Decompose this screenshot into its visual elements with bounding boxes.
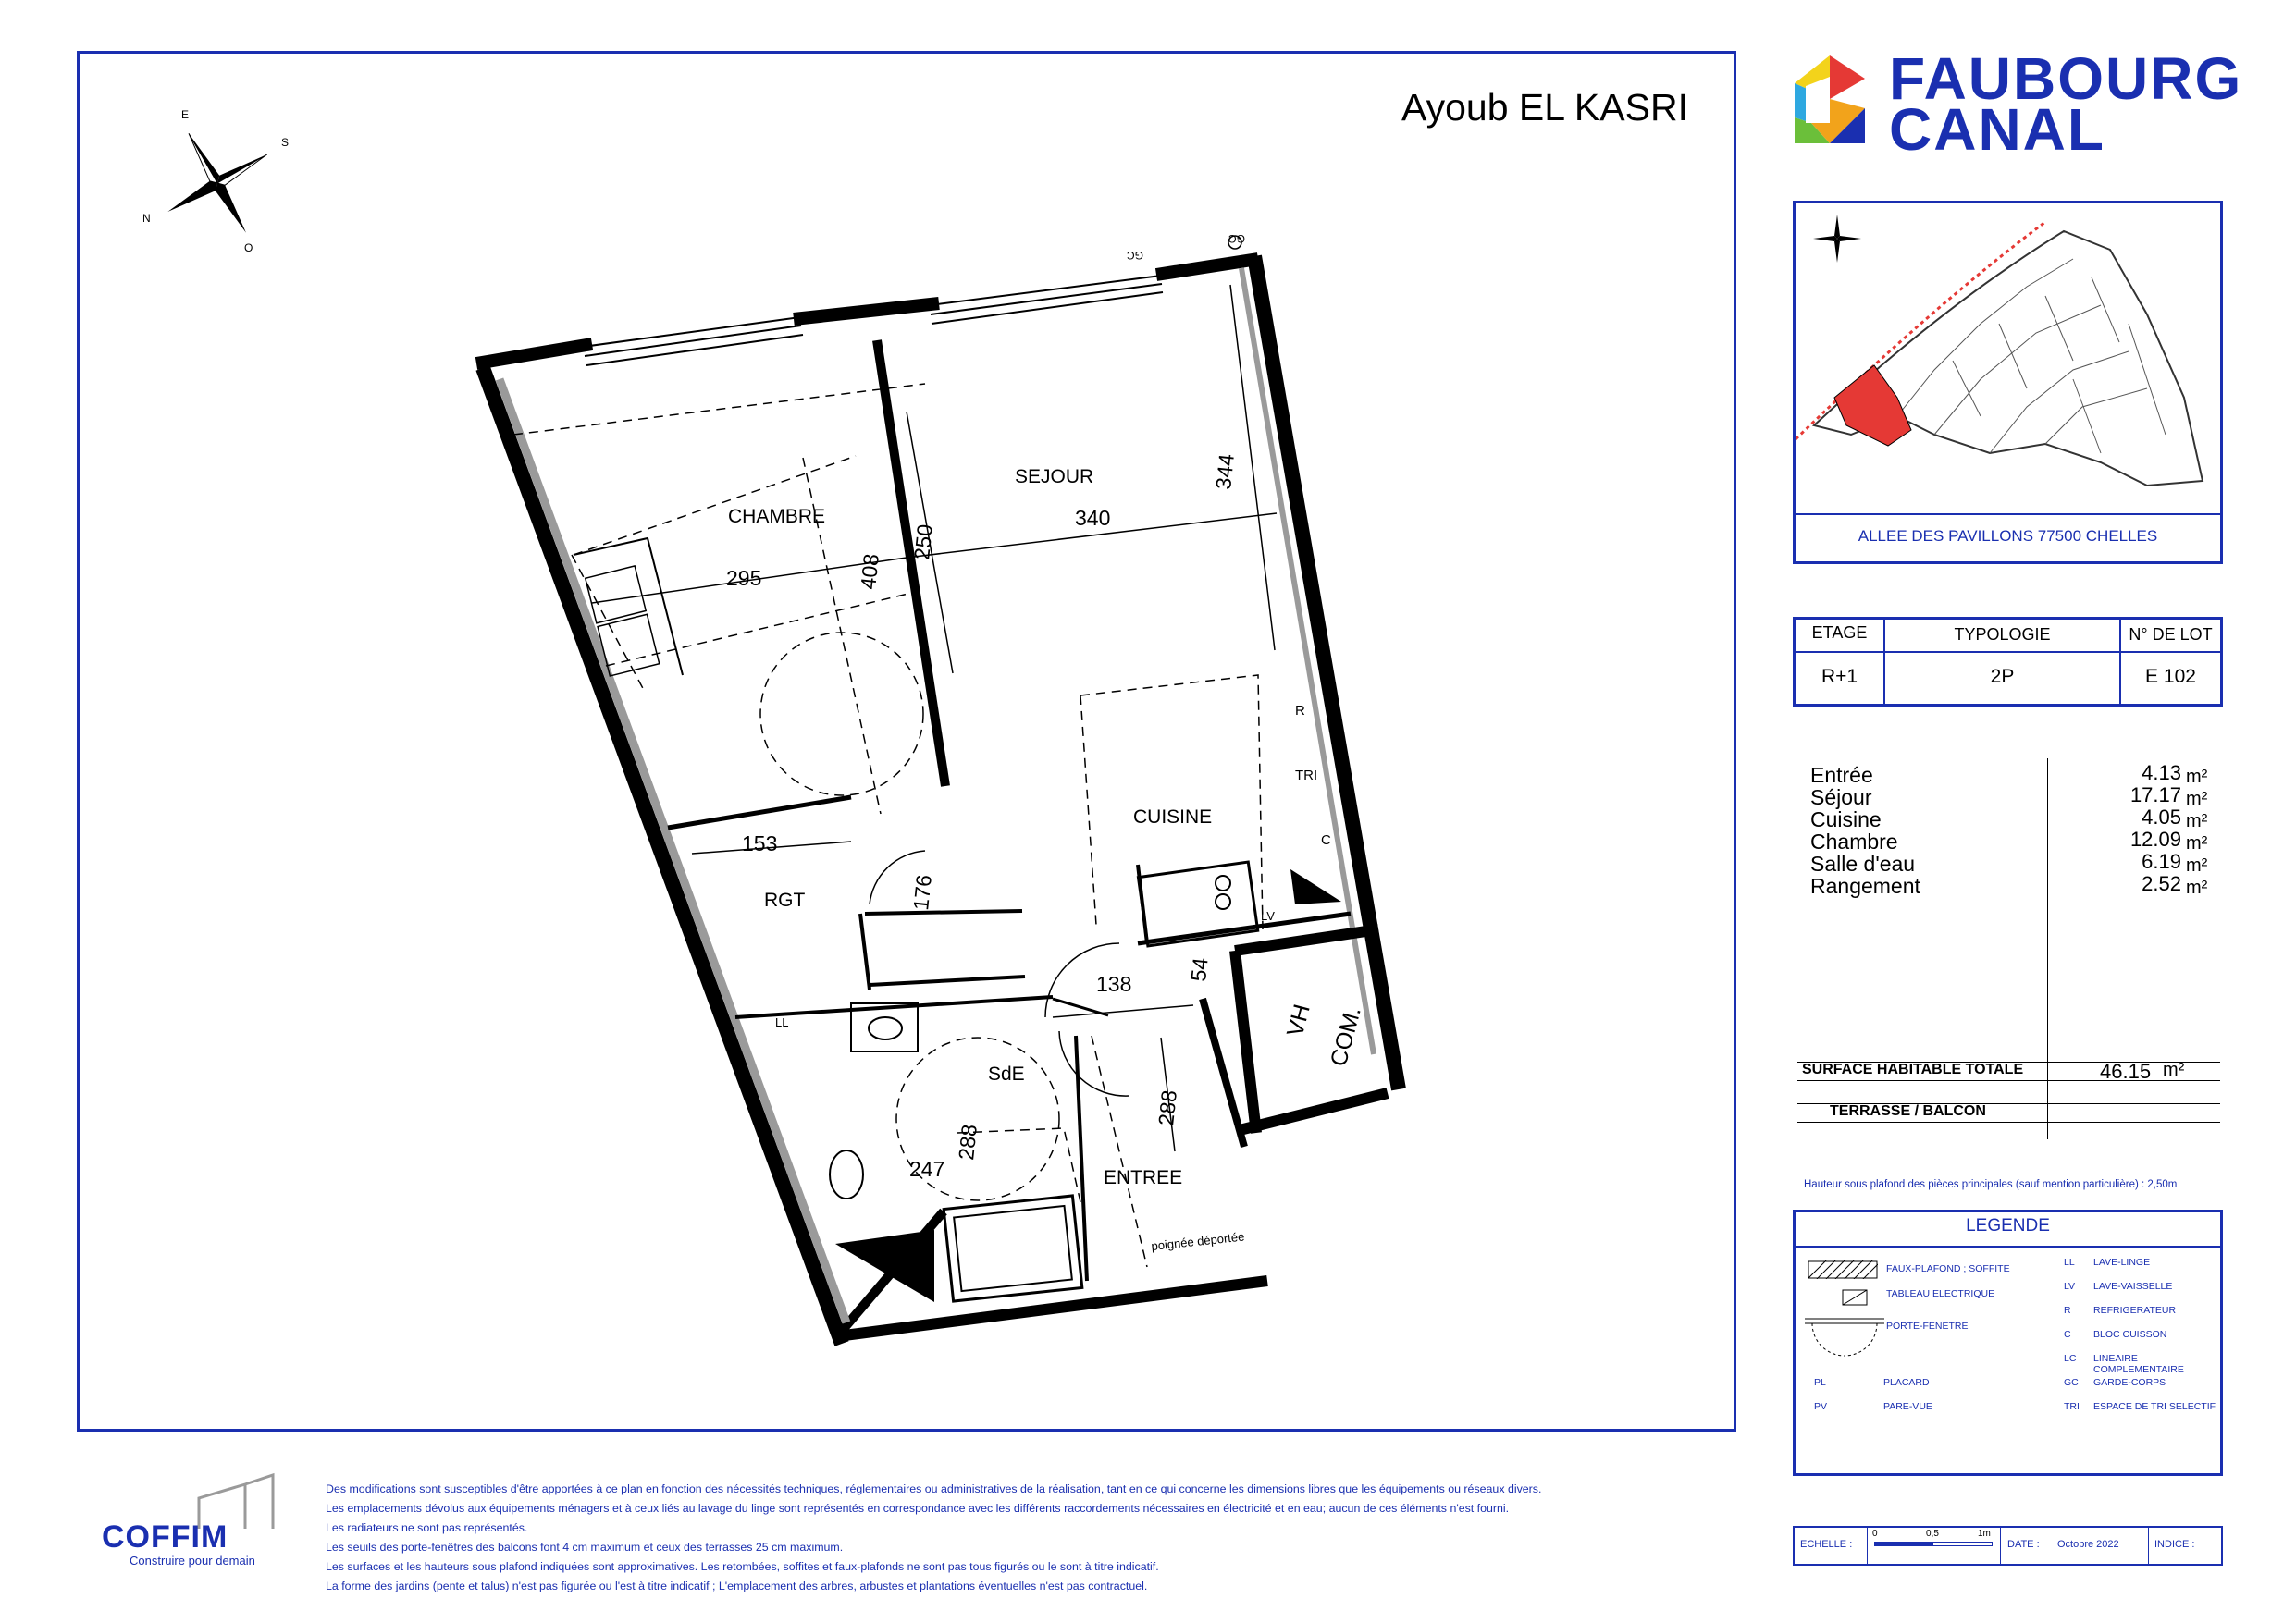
surface-room-3: Chambre <box>1810 830 1898 854</box>
disclaimer-line-5: La forme des jardins (pente et talus) n'est pas figurée ou l'est à titre indicatif ; L'emplacement des arbres, arbustes et plantations éventuelles n'est pas contractuel. <box>326 1580 1148 1592</box>
surface-unit-0: m² <box>2186 767 2208 787</box>
annot-ll: LL <box>775 1015 789 1029</box>
header-etage: ETAGE <box>1811 623 1868 642</box>
room-chambre: CHAMBRE <box>728 506 826 527</box>
wall-top-mid <box>794 303 939 319</box>
legend-right-code-6: TRI <box>2064 1401 2080 1412</box>
wall-bottom <box>837 1281 1267 1336</box>
surface-unit-2: m² <box>2186 811 2208 831</box>
disclaimer-line-3: Les seuils des porte-fenêtres des balcons font 4 cm maximum et ceux des terrasses 25 cm maximum. <box>326 1541 844 1554</box>
wall-right <box>1254 256 1399 1089</box>
dim-288-sde: 288 <box>954 1123 981 1162</box>
vh-line2: COM. <box>1325 1003 1366 1070</box>
surface-value-1: 17.17 <box>2129 783 2181 806</box>
room-sejour: SEJOUR <box>1015 466 1094 487</box>
disclaimer-line-1: Les emplacements dévolus aux équipements ménagers et à ceux liés au lavage du linge sont représentés en correspondance avec les différents raccordements nécessaires en électricité et en eau; aucun de ces éléments n'est fourni. <box>326 1502 1510 1515</box>
dim-176: 176 <box>908 873 936 912</box>
compass-e: E <box>181 108 190 121</box>
legend-left-3: PLACARD <box>1883 1377 1930 1388</box>
indice-label: INDICE : <box>2154 1539 2195 1550</box>
room-cuisine: CUISINE <box>1133 806 1213 828</box>
faubourg-canal-logo-icon <box>1793 51 1867 148</box>
coffim-tagline: Construire pour demain <box>130 1554 255 1568</box>
scale-tick-2: 1m <box>1978 1529 1991 1539</box>
surfaces-divider <box>2047 758 2048 1139</box>
ceiling-note: Hauteur sous plafond des pièces principales (sauf mention particulière) : 2,50m <box>1804 1179 2178 1190</box>
location-map <box>1796 203 2220 518</box>
surface-value-3: 12.09 <box>2129 828 2181 851</box>
surface-room-1: Séjour <box>1810 785 1872 809</box>
annot-tri: TRI <box>1295 768 1318 783</box>
legend-box <box>1793 1210 2223 1476</box>
surface-room-5: Rangement <box>1810 874 1920 898</box>
legend-right-0: LAVE-LINGE <box>2093 1257 2151 1268</box>
footer-scale-box <box>1793 1526 2223 1566</box>
dim-138: 138 <box>1096 972 1132 996</box>
date-label: DATE : <box>2007 1539 2040 1550</box>
location-map-box <box>1793 201 2223 564</box>
value-lot: E 102 <box>2145 666 2196 687</box>
dim-344: 344 <box>1211 452 1239 491</box>
dim-288-entree: 288 <box>1154 1088 1181 1127</box>
legend-left-code-3: PL <box>1814 1377 1826 1388</box>
legend-right-5: GARDE-CORPS <box>2093 1377 2166 1388</box>
tableau-electrique-icon <box>1842 1286 1870 1307</box>
surface-room-2: Cuisine <box>1810 807 1882 831</box>
room-sde: SdE <box>988 1064 1025 1085</box>
legend-left-0: FAUX-PLAFOND ; SOFFITE <box>1886 1263 2010 1274</box>
dim-153: 153 <box>742 831 778 855</box>
vh-line1: VH <box>1281 1002 1315 1039</box>
surface-room-4: Salle d'eau <box>1810 852 1916 876</box>
dim-340: 340 <box>1075 506 1111 530</box>
legend-right-4: LINEAIRE COMPLEMENTAIRE <box>2093 1353 2184 1375</box>
dim-54: 54 <box>1186 956 1213 983</box>
surface-unit-5: m² <box>2186 878 2208 898</box>
annot-c: C <box>1321 832 1331 848</box>
disclaimer-line-4: Les surfaces et les hauteurs sous plafond indiquées sont approximatives. Les retombées, soffites et faux-plafonds ne sont pas tous figurés ou le sont à titre indicatif. <box>326 1560 1159 1573</box>
address: ALLEE DES PAVILLONS 77500 CHELLES <box>1858 527 2158 545</box>
legend-right-code-2: R <box>2064 1305 2071 1316</box>
lot-table <box>1793 617 2223 707</box>
annot-gc-2: GC <box>1228 232 1245 245</box>
legend-left-2: PORTE-FENETRE <box>1886 1321 1969 1332</box>
header-typologie: TYPOLOGIE <box>1954 625 2051 644</box>
brand-line1: FAUBOURG <box>1889 45 2243 112</box>
annot-lv: LV <box>1261 909 1275 923</box>
room-rgt: RGT <box>764 890 806 911</box>
scale-tick-0: 0 <box>1872 1529 1878 1539</box>
surface-unit-4: m² <box>2186 855 2208 876</box>
dim-247: 247 <box>909 1157 945 1181</box>
legend-right-code-4: LC <box>2064 1353 2077 1364</box>
legend-right-code-5: GC <box>2064 1377 2079 1388</box>
surface-value-0: 4.13 <box>2142 761 2181 784</box>
header-lot: N° DE LOT <box>2129 625 2213 644</box>
legend-right-3: BLOC CUISSON <box>2093 1329 2167 1340</box>
date-value: Octobre 2022 <box>2057 1539 2119 1550</box>
disclaimer <box>326 1480 1769 1596</box>
dim-408: 408 <box>856 552 883 591</box>
surface-value-4: 6.19 <box>2142 850 2181 873</box>
legend-right-1: LAVE-VAISSELLE <box>2093 1281 2173 1292</box>
disclaimer-line-0: Des modifications sont susceptibles d'être apportées à ce plan en fonction des nécessités techniques, réglementaires ou administratives de la réalisation, tant en ce qui concerne les dimensions libres que les équipements ou réseaux divers. <box>326 1482 1542 1495</box>
legend-right-6: ESPACE DE TRI SELECTIF <box>2093 1401 2216 1412</box>
echelle-label: ECHELLE : <box>1800 1539 1853 1550</box>
faux-plafond-icon <box>1808 1260 1878 1279</box>
owner-name: Ayoub EL KASRI <box>1401 86 1688 129</box>
annot-r: R <box>1295 703 1305 719</box>
surface-room-0: Entrée <box>1810 763 1873 787</box>
annot-gc-1: GC <box>1127 249 1143 262</box>
compass-n: N <box>142 212 151 225</box>
legend-left-1: TABLEAU ELECTRIQUE <box>1886 1288 1995 1299</box>
wall-top-left <box>476 344 592 363</box>
annot-poignee: poignée déportée <box>1150 1229 1245 1253</box>
porte-fenetre-icon <box>1803 1314 1886 1371</box>
surface-unit-1: m² <box>2186 789 2208 809</box>
surface-unit-3: m² <box>2186 833 2208 854</box>
surface-value-2: 4.05 <box>2142 805 2181 829</box>
room-entree: ENTREE <box>1104 1167 1183 1188</box>
brand-line2: CANAL <box>1889 96 2105 163</box>
legend-left-4: PARE-VUE <box>1883 1401 1932 1412</box>
legend-title: LEGENDE <box>1966 1216 2050 1236</box>
disclaimer-line-2: Les radiateurs ne sont pas représentés. <box>326 1521 528 1534</box>
total-value: 46.15 <box>2100 1060 2152 1083</box>
terrace-label: TERRASSE / BALCON <box>1830 1103 1986 1119</box>
coffim-name: COFFIM <box>102 1519 228 1555</box>
legend-right-2: REFRIGERATEUR <box>2093 1305 2177 1316</box>
dim-250: 250 <box>909 523 937 561</box>
compass-o: O <box>244 241 253 254</box>
surface-value-5: 2.52 <box>2142 872 2181 895</box>
value-typologie: 2P <box>1990 666 2015 687</box>
legend-left-code-4: PV <box>1814 1401 1828 1412</box>
legend-right-code-1: LV <box>2064 1281 2076 1292</box>
total-label: SURFACE HABITABLE TOTALE <box>1802 1062 2024 1077</box>
legend-right-code-0: LL <box>2064 1257 2075 1268</box>
scale-tick-1: 0,5 <box>1926 1529 1939 1539</box>
compass-s: S <box>281 136 290 149</box>
legend-right-code-3: C <box>2064 1329 2071 1340</box>
value-etage: R+1 <box>1821 666 1858 687</box>
total-unit: m² <box>2163 1060 2185 1080</box>
dim-295: 295 <box>726 566 762 590</box>
